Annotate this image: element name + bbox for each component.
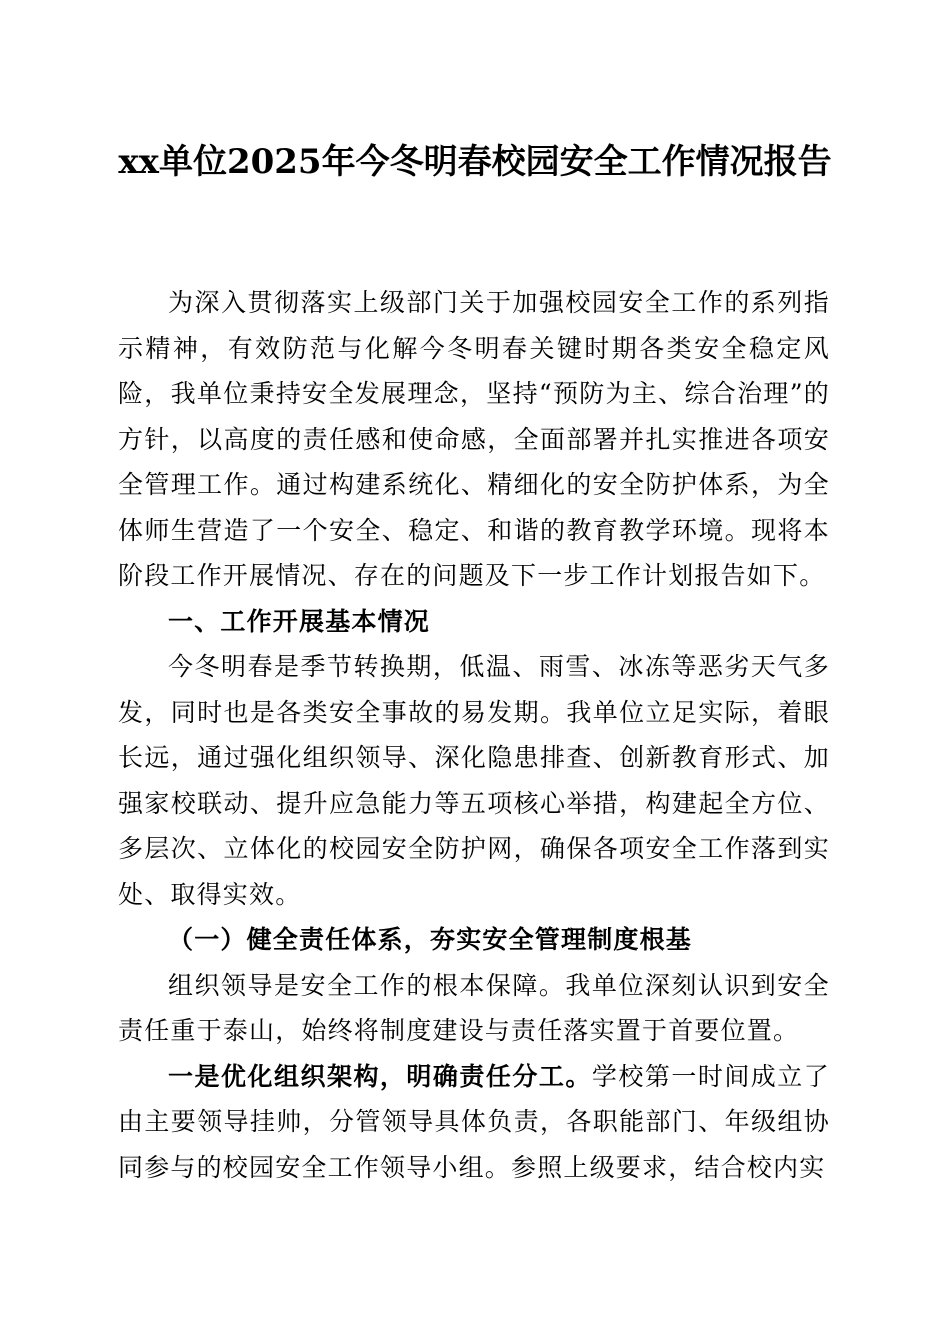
document-body xyxy=(118,280,830,1190)
document-title: xx单位2025年今冬明春校园安全工作情况报告 xyxy=(118,142,832,182)
point-text: 学校第一时间成立了由主要领导挂帅，分管领导具体负责，各职能部门、年级组协同参与的校园安全工作领导小组。参照上级要求，结合校内实 xyxy=(118,1061,830,1182)
subsection-paragraph: 组织领导是安全工作的根本保障。我单位深刻认识到安全责任重于泰山，始终将制度建设与责任落实置于首要位置。 xyxy=(118,970,830,1045)
section-paragraph: 今冬明春是季节转换期，低温、雨雪、冰冻等恶劣天气多发，同时也是各类安全事故的易发期。我单位立足实际，着眼长远，通过强化组织领导、深化隐患排查、创新教育形式、加强家校联动、提升应急能力等五项核心举措，构建起全方位、多层次、立体化的校园安全防护网，确保各项安全工作落到实处、取得实效。 xyxy=(118,652,830,909)
point-lead: 一是优化组织架构，明确责任分工。 xyxy=(168,1061,592,1091)
point-paragraph xyxy=(118,1054,830,1191)
subsection-heading: （一）健全责任体系，夯实安全管理制度根基 xyxy=(168,925,693,954)
intro-paragraph: 为深入贯彻落实上级部门关于加强校园安全工作的系列指示精神，有效防范与化解今冬明春关键时期各类安全稳定风险，我单位秉持安全发展理念，坚持“预防为主、综合治理”的方针，以高度的责任感和使命感，全面部署并扎实推进各项安全管理工作。通过构建系统化、精细化的安全防护体系，为全体师生营造了一个安全、稳定、和谐的教育教学环境。现将本阶段工作开展情况、存在的问题及下一步工作计划报告如下。 xyxy=(118,288,830,590)
section-heading: 一、工作开展基本情况 xyxy=(168,606,431,636)
